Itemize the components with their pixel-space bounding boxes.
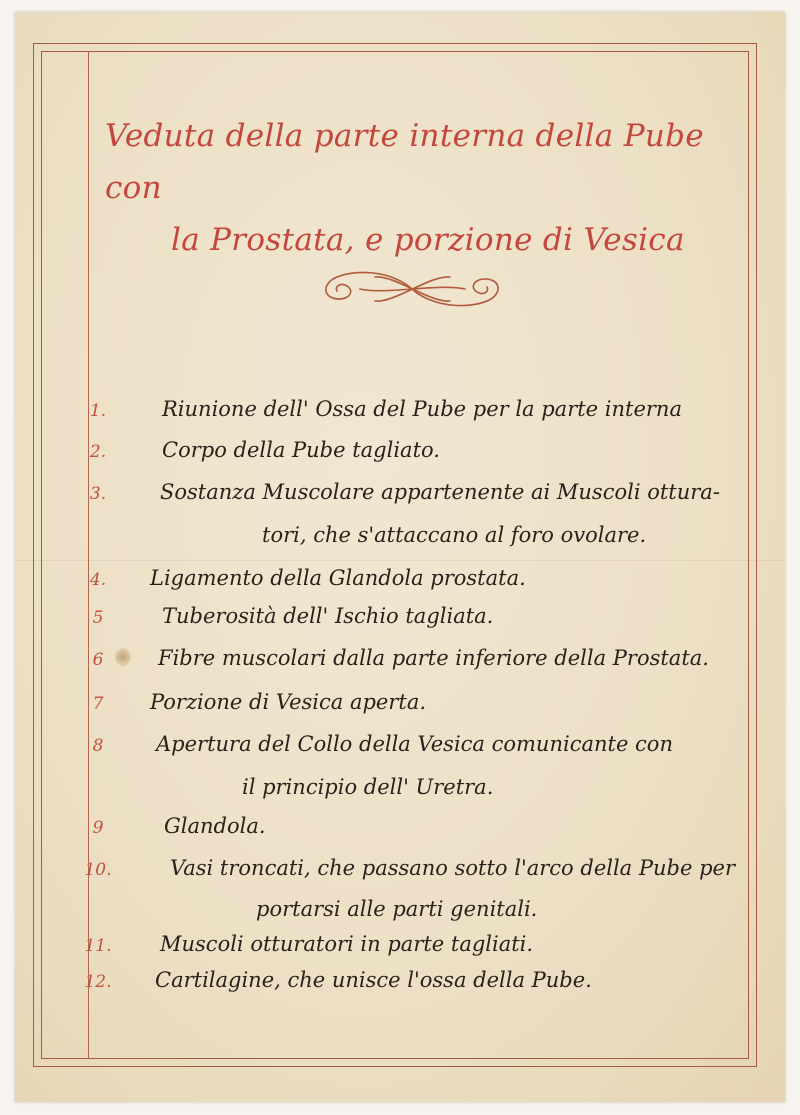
document-title — [105, 110, 745, 266]
item-text: Glandola. — [164, 814, 266, 838]
item-number: 1. — [89, 401, 107, 421]
item-text: Ligamento della Glandola prostata. — [150, 566, 526, 590]
item-number: 9 — [92, 818, 104, 838]
item-text: Fibre muscolari dalla parte inferiore della Prostata. — [158, 646, 709, 670]
item-number: 6 — [92, 650, 104, 670]
item-number: 12. — [84, 972, 112, 992]
item-number: 10. — [84, 860, 112, 880]
item-number: 5 — [92, 608, 104, 628]
item-text: Vasi troncati, che passano sotto l'arco della Pube per — [170, 856, 735, 880]
item-text: Corpo della Pube tagliato. — [162, 438, 440, 462]
item-number: 8 — [92, 736, 104, 756]
margin-rule — [88, 51, 89, 1059]
item-text: Porzione di Vesica aperta. — [150, 690, 427, 714]
item-text-continuation: portarsi alle parti genitali. — [256, 897, 538, 921]
item-number: 2. — [89, 442, 107, 462]
item-text: Cartilagine, che unisce l'ossa della Pube. — [155, 968, 592, 992]
item-text: Riunione dell' Ossa del Pube per la parte interna — [162, 397, 682, 421]
item-text: Sostanza Muscolare appartenente ai Muscoli ottura- — [160, 480, 720, 504]
item-text: Apertura del Collo della Vesica comunicante con — [156, 732, 673, 756]
flourish-ornament — [315, 265, 510, 313]
item-text: Muscoli otturatori in parte tagliati. — [160, 932, 534, 956]
title-line-2: la Prostata, e porzione di Vesica — [171, 222, 685, 258]
title-line-1: Veduta della parte interna della Pube con — [105, 118, 704, 206]
item-number: 11. — [84, 936, 112, 956]
item-text: Tuberosità dell' Ischio tagliata. — [162, 604, 494, 628]
item-number: 4. — [89, 570, 107, 590]
item-number: 3. — [89, 484, 107, 504]
item-number: 7 — [92, 694, 104, 714]
item-text-continuation: il principio dell' Uretra. — [242, 775, 494, 799]
item-text-continuation: tori, che s'attaccano al foro ovolare. — [262, 523, 647, 547]
